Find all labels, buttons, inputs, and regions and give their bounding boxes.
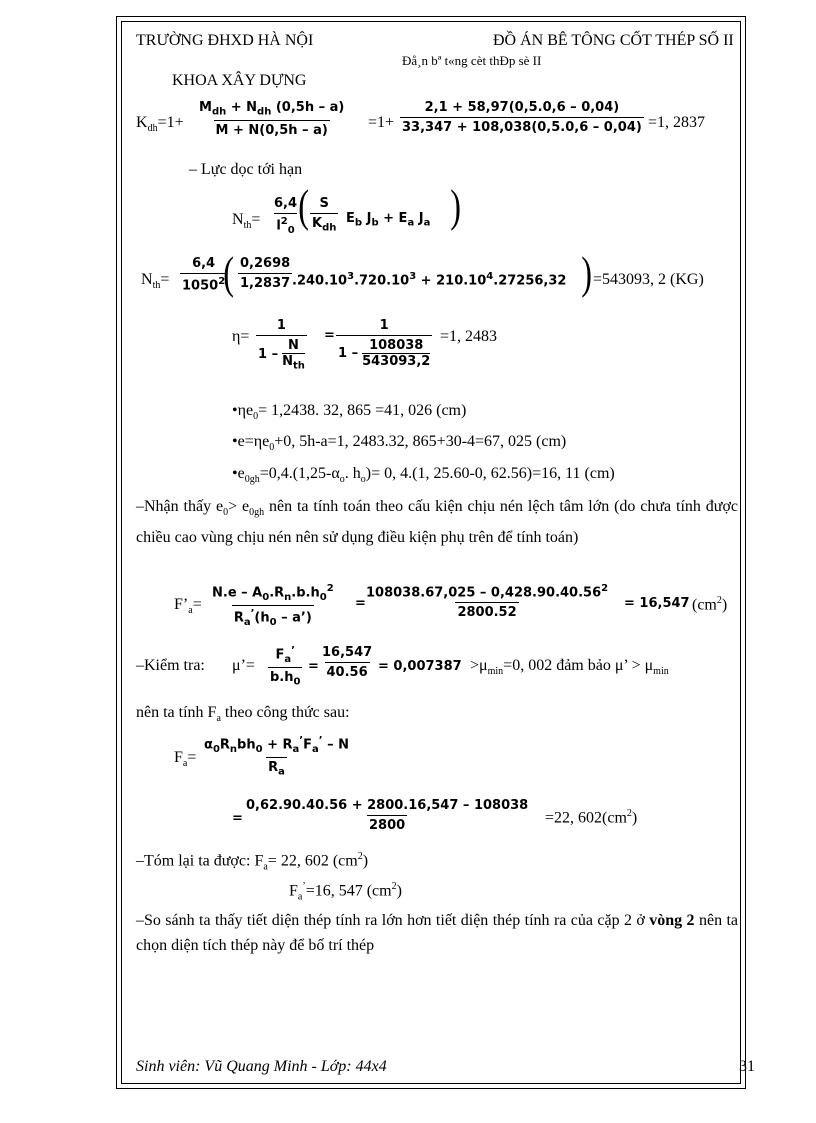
header-left: TRƯỜNG ĐHXD HÀ NỘI [136,32,314,49]
bullet-eta-e0: $•\eta e_0= 1,2438$. 32, 865 =41, 026 (cm) [232,402,467,423]
tom-lai-line1: –Tóm lại ta được: $F_a= 22$, 602 $(cm^2)$ [136,851,369,873]
tom-lai-line2: $F_a^’=16$, 547 $(cm^2)$ [289,881,402,903]
bullet-e0gh: $•e_{0gh}=0,4.(1,25-\alpha_o$. $h_o)= 0$, 4.(1, 25.60-0, 62.56)=16, 11 (cm) [232,465,615,486]
section-luc-doc: – Lực dọc tới hạn [189,161,303,178]
header-faculty: KHOA XÂY DỰNG [172,72,307,89]
bullet-e: $•e=\eta e_0+0$, 5h-a=1, 2483.32, 865+30-4=67, 025 (cm) [232,433,567,454]
kdh-fraction-1: $M_{dh} + N_{dh}$ (0,5h – a) M + N(0,5h – a) [199,100,345,138]
paragraph-so-sanh: –So sánh ta thấy tiết diện thép tính ra lớn hơn tiết diện thép tính ra của cặp 2 ở vòng 2 nên ta chọn diện tích thép này để bố trí thép [136,912,739,954]
header-right: ĐỒ ÁN BÊ TÔNG CỐT THÉP SỐ II [493,32,734,49]
footer-student: Sinh viên: Vũ Quang Minh - Lớp: 44x4 [136,1058,387,1075]
paragraph-nhan-thay: –Nhận thấy $e_0> e_{0gh}$ nên ta tính toán theo cấu kiện chịu nén lệch tâm lớn (do chưa tính được chiều cao vùng chịu nén nên sử dụng điều kiện phụ trên để tính toán) [136,498,739,547]
nen-ta-tinh: nên ta tính $F_a$ theo công thức sau: [136,704,350,725]
kdh-fraction-2: $\frac{2,1 + 58,97(0,5.0,6 - 0,04)}{33,347 + 108,038(0,5.0,6 - 0,04)}$ [402,100,642,135]
header-garbled: Ðå¸n bª t«ng cèt thÐp sè II [402,53,542,68]
page-number: 31 [739,1058,755,1075]
